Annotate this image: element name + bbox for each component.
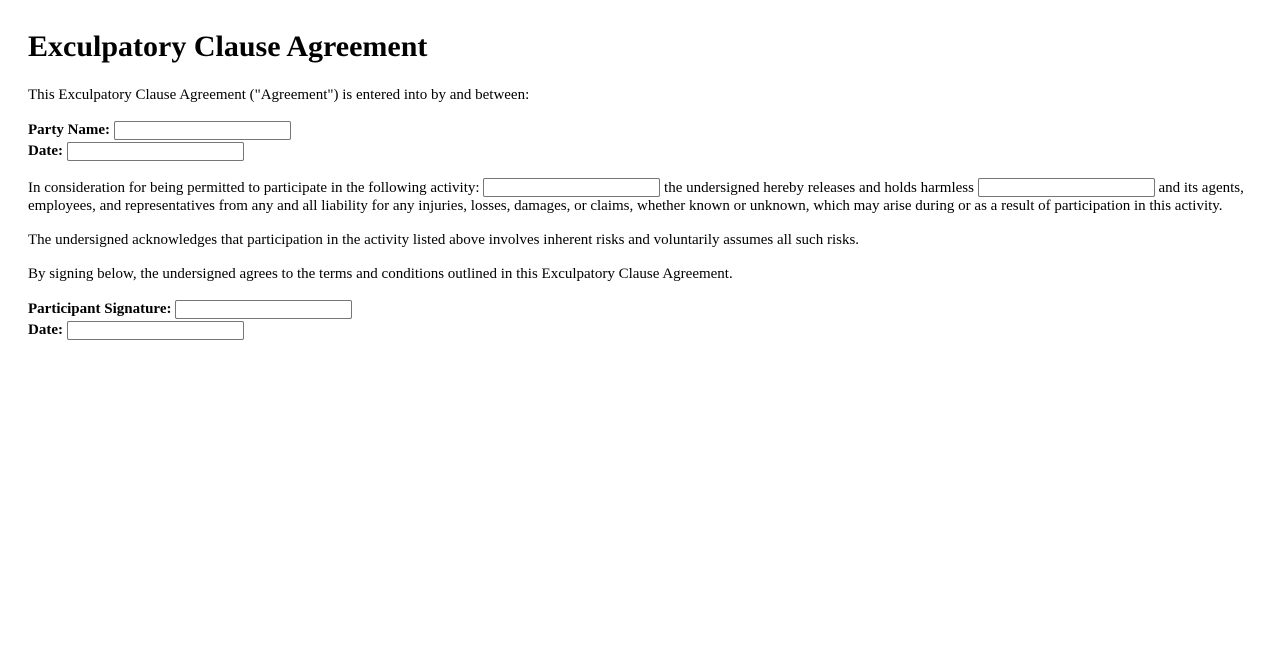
party-name-row	[28, 120, 1250, 141]
signature-date-row	[28, 320, 1250, 341]
party-date-row	[28, 141, 1250, 162]
signature-date-label: Date:	[28, 322, 63, 338]
activity-input[interactable]	[483, 178, 660, 197]
consideration-text-after: and its agents, employees, and representatives from any and all liability for any injuries, losses, damages, or claims, whether known or unknown, which may arise during or as a result of participation in this activity.	[28, 180, 1244, 214]
party-section	[28, 120, 1250, 162]
signature-input[interactable]	[175, 300, 352, 319]
page-title: Exculpatory Clause Agreement	[28, 30, 428, 63]
intro-paragraph: This Exculpatory Clause Agreement ("Agreement") is entered into by and between:	[28, 87, 530, 103]
consideration-paragraph	[28, 178, 1250, 215]
acknowledgement-paragraph: The undersigned acknowledges that participation in the activity listed above involves inherent risks and voluntarily assumes all such risks.	[28, 232, 860, 248]
agreement-statement-paragraph: By signing below, the undersigned agrees to the terms and conditions outlined in this Exculpatory Clause Agreement.	[28, 266, 733, 282]
party-name-input[interactable]	[114, 121, 291, 140]
party-date-input[interactable]	[67, 142, 244, 161]
consideration-text-before: In consideration for being permitted to participate in the following activity:	[28, 180, 480, 196]
party-name-label: Party Name:	[28, 122, 111, 138]
signature-date-input[interactable]	[67, 321, 244, 340]
releasee-input[interactable]	[978, 178, 1155, 197]
signature-row	[28, 299, 1250, 320]
signature-label: Participant Signature:	[28, 301, 172, 317]
party-date-label: Date:	[28, 143, 63, 159]
signature-section	[28, 299, 1250, 341]
consideration-text-between: the undersigned hereby releases and holds harmless	[664, 180, 974, 196]
